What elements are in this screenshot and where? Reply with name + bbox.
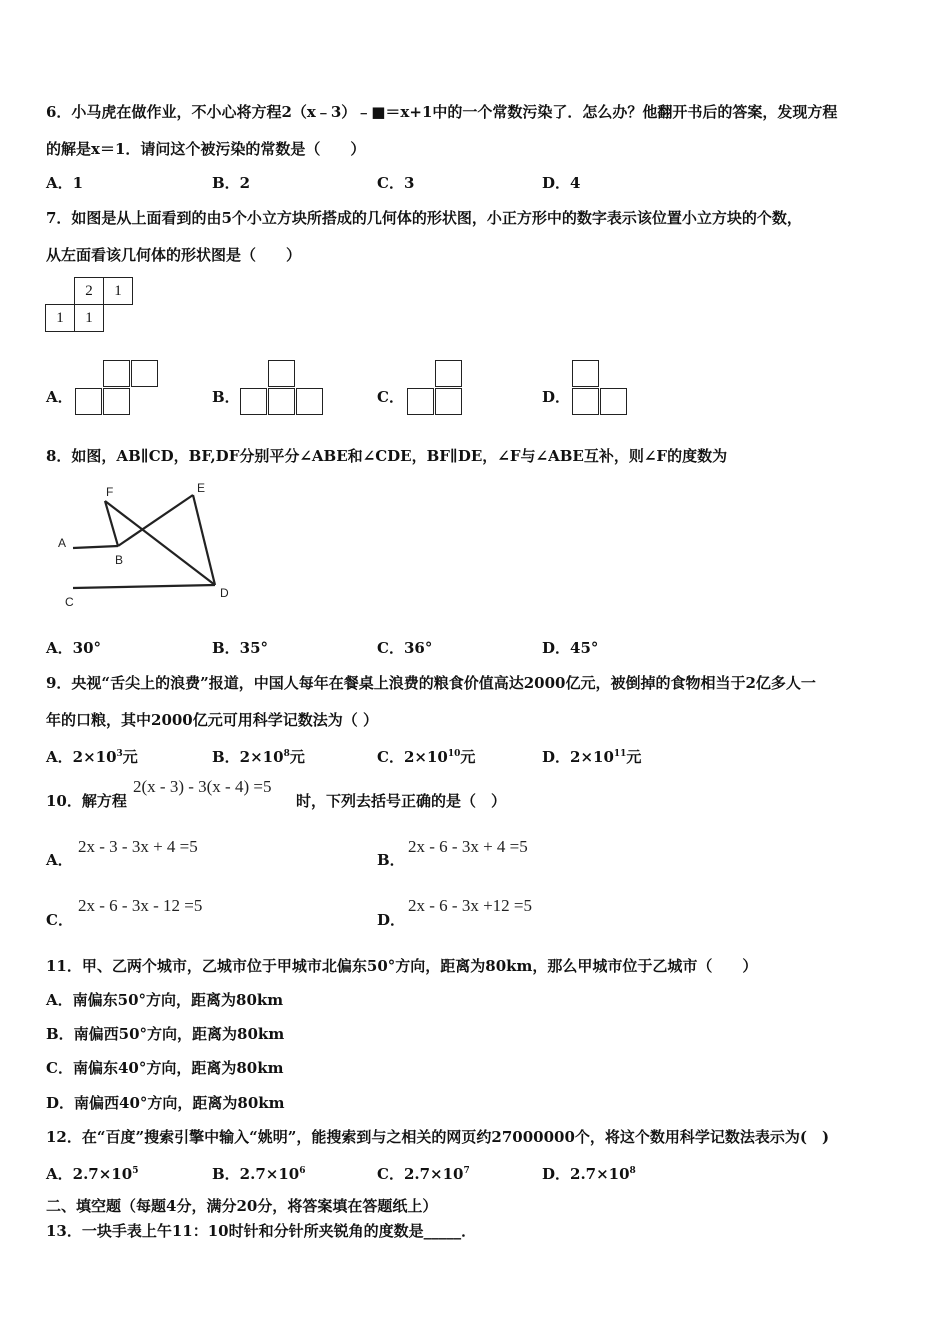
q9-line2: 年的口粮，其中2000亿元可用科学记数法为（ ） [46, 711, 378, 729]
q7-option-b-label: B． [212, 388, 240, 406]
q10-option-c-expr: 2x - 6 - 3x - 12 =5 [78, 896, 203, 915]
q10-option-d-label: D． [377, 911, 406, 929]
line-bf [105, 501, 118, 546]
q8-line1: 8．如图，AB∥CD，BF,DF分别平分∠ABE和∠CDE，BF∥DE，∠F与∠ABE互补，则∠F的度数为 [46, 447, 728, 465]
q7-option-b-figure [240, 360, 330, 418]
q9-option-a: A．$2\times 10^3$元 [46, 748, 138, 766]
line-ab [73, 546, 118, 548]
q8-option-c: C．36° [377, 639, 433, 657]
q7-option-a-figure [75, 360, 165, 418]
point-f-label: F [106, 485, 114, 499]
point-a-label: A [58, 536, 67, 550]
top-view-grid [45, 277, 133, 332]
grid-cell: 1 [75, 305, 104, 332]
q7-line2: 从左面看该几何体的形状图是（ ） [46, 246, 302, 264]
q7-option-c-label: C． [377, 388, 404, 406]
q12-option-d: D．$2.7\times 10^8$ [542, 1165, 636, 1183]
q9-option-c: C．$2\times 10^{10}$元 [377, 748, 476, 766]
q9-option-d: D．$2\times 10^{11}$元 [542, 748, 642, 766]
q7-option-d-figure [572, 360, 632, 418]
q7-option-d-label: D． [542, 388, 571, 406]
q6-line1: 6．小马虎在做作业，不小心将方程2（x﹣3）﹣■＝x+1中的一个常数污染了．怎么办？他翻开书后的答案，发现方程 [46, 103, 838, 121]
q12-option-b: B．$2.7\times 10^6$ [212, 1165, 306, 1183]
q13-line1: 13．一块手表上午11：10时针和分针所夹锐角的度数是_____． [46, 1222, 477, 1240]
q12-line1: 12．在“百度”搜索引擎中输入“姚明”，能搜索到与之相关的网页约27000000个，将这个数用科学记数法表示为( ) [46, 1128, 830, 1146]
q10-suffix: 时，下列去括号正确的是（ ） [296, 792, 507, 810]
q8-option-d: D．45° [542, 639, 599, 657]
q10-option-a-label: A． [46, 851, 73, 869]
q11-line1: 11．甲、乙两个城市，乙城市位于甲城市北偏东50°方向，距离为80km，那么甲城市位于乙城市（ ） [46, 957, 758, 975]
q10-equation: 2(x - 3) - 3(x - 4) =5 [133, 777, 272, 796]
q7-option-c-figure [407, 360, 467, 418]
section-title: 二、填空题（每题4分，满分20分，将答案填在答题纸上） [46, 1197, 438, 1215]
q6-line2: 的解是x＝1．请问这个被污染的常数是（ ） [46, 140, 366, 158]
grid-cell: 1 [46, 305, 75, 332]
q10-option-a-expr: 2x - 3 - 3x + 4 =5 [78, 837, 198, 856]
point-b-label: B [115, 553, 124, 567]
grid-empty-cell [46, 278, 75, 305]
q6-option-d: D．4 [542, 174, 581, 192]
q11-option-a: A．南偏东50°方向，距离为80km [46, 991, 284, 1009]
q6-option-c: C．3 [377, 174, 415, 192]
q10-option-c-label: C． [46, 911, 73, 929]
q8-option-a: A．30° [46, 639, 102, 657]
grid-empty-cell [104, 305, 133, 332]
q10-option-b-label: B． [377, 851, 405, 869]
q11-option-c: C．南偏东40°方向，距离为80km [46, 1059, 284, 1077]
grid-cell: 1 [104, 278, 133, 305]
point-e-label: E [197, 481, 206, 495]
q9-option-b: B．$2\times 10^8$元 [212, 748, 305, 766]
q11-option-b: B．南偏西50°方向，距离为80km [46, 1025, 285, 1043]
point-c-label: C [65, 595, 74, 609]
q10-option-d-expr: 2x - 6 - 3x +12 =5 [408, 896, 532, 915]
q11-option-d: D．南偏西40°方向，距离为80km [46, 1094, 285, 1112]
grid-cell: 2 [75, 278, 104, 305]
line-cd [73, 585, 215, 588]
q7-line1: 7．如图是从上面看到的由5个小立方块所搭成的几何体的形状图，小正方形中的数字表示该位置小立方块的个数， [46, 209, 802, 227]
q8-geometry-figure [50, 475, 250, 615]
q10-option-b-expr: 2x - 6 - 3x + 4 =5 [408, 837, 528, 856]
q10-prefix: 10．解方程 [46, 792, 127, 810]
q8-option-b: B．35° [212, 639, 269, 657]
q6-option-a: A．1 [46, 174, 84, 192]
point-d-label: D [220, 586, 229, 600]
q6-option-b: B．2 [212, 174, 251, 192]
q12-option-c: C．$2.7\times 10^7$ [377, 1165, 470, 1183]
q12-option-a: A．$2.7\times 10^5$ [46, 1165, 139, 1183]
q9-line1: 9．央视“舌尖上的浪费”报道，中国人每年在餐桌上浪费的粮食价值高达2000亿元，被倒掉的食物相当于2亿多人一 [46, 674, 816, 692]
q7-option-a-label: A． [46, 388, 73, 406]
